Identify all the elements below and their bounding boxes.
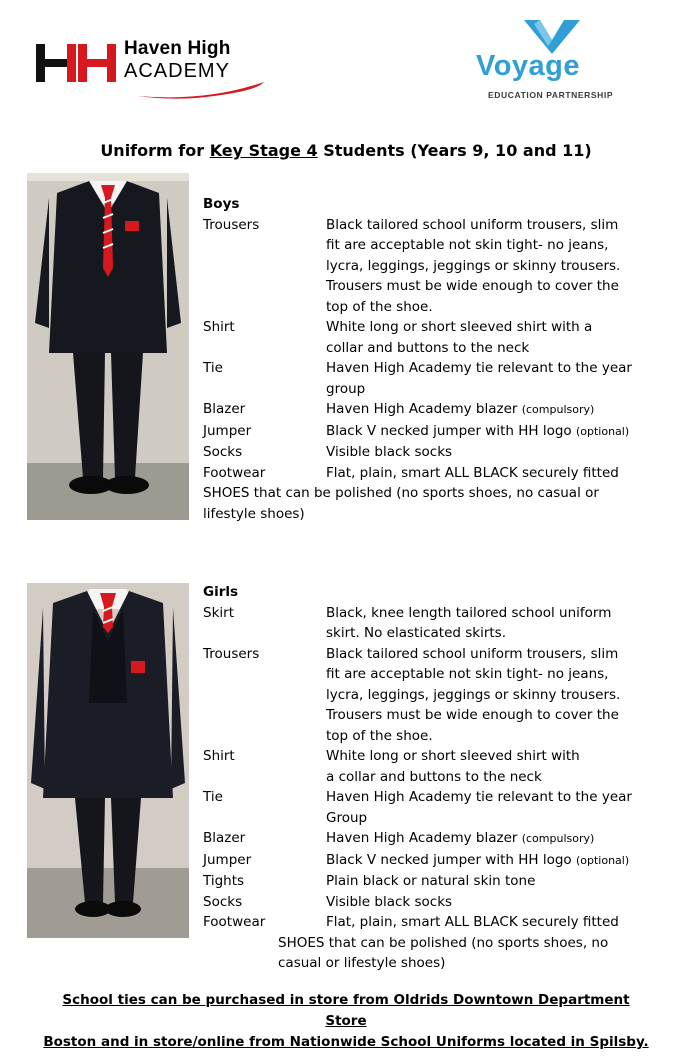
purchase-note-line: Boston and in store/online from Nationwide School Uniforms located in Spilsby.	[43, 1034, 649, 1050]
footwear-continuation: SHOES that can be polished (no sports shoes, no	[278, 934, 609, 951]
girls-tights-row	[203, 871, 663, 892]
item-label: Blazer	[203, 830, 246, 846]
desc-text: Visible black socks	[326, 444, 453, 460]
girls-socks-row	[203, 892, 663, 913]
desc-line: Haven High Academy tie relevant to the year	[326, 360, 632, 376]
girls-trousers-row	[203, 644, 663, 747]
girls-shirt-row	[203, 746, 663, 787]
desc-line: collar and buttons to the neck	[326, 339, 530, 356]
desc-note: (optional)	[575, 853, 630, 867]
boys-section	[203, 194, 663, 524]
desc-line: top of the shoe.	[326, 727, 433, 744]
girls-uniform-photo	[27, 583, 189, 938]
girls-section	[203, 582, 663, 974]
desc-note: (optional)	[575, 424, 630, 438]
footwear-continuation: lifestyle shoes)	[203, 505, 305, 522]
desc-line: Flat, plain, smart ALL BLACK securely fitted	[326, 914, 619, 930]
item-label: Jumper	[203, 422, 252, 439]
item-label: Blazer	[203, 401, 246, 417]
girls-jumper-row	[203, 850, 663, 872]
desc-line: Black, knee length tailored school uniform	[326, 604, 612, 621]
desc-note: (compulsory)	[521, 403, 595, 416]
haven-high-logo	[36, 38, 276, 100]
page-title	[0, 141, 692, 161]
desc-text: Visible black socks	[326, 893, 453, 910]
desc-text: Haven High Academy blazer	[326, 401, 522, 417]
item-label: Shirt	[203, 748, 235, 764]
purchase-note-line: School ties can be purchased in store from Oldrids Downtown Department Store	[62, 992, 630, 1029]
desc-line: Black tailored school uniform trousers, slim	[326, 216, 619, 233]
logo-subtitle: ACADEMY	[124, 60, 230, 82]
logo-swoosh-icon	[136, 68, 276, 102]
desc-line: a collar and buttons to the neck	[326, 768, 542, 785]
girls-skirt-row	[203, 603, 663, 644]
desc-line: fit are acceptable not skin tight- no jeans,	[326, 237, 609, 253]
desc-line: fit are acceptable not skin tight- no jeans,	[326, 666, 609, 682]
item-label: Skirt	[203, 604, 234, 621]
desc-line: White long or short sleeved shirt with a	[326, 319, 593, 335]
item-label: Shirt	[203, 319, 235, 335]
desc-line: top of the shoe.	[326, 298, 433, 315]
desc-line: lycra, leggings, jeggings or skinny trousers.	[326, 686, 621, 703]
desc-line: skirt. No elasticated skirts.	[326, 625, 507, 641]
desc-line: group	[326, 380, 366, 397]
item-label: Trousers	[203, 645, 260, 662]
desc-text: Black V necked jumper with HH logo	[326, 851, 576, 868]
girls-tie-row	[203, 787, 663, 828]
item-label: Tie	[203, 789, 223, 805]
footwear-continuation: casual or lifestyle shoes)	[278, 955, 446, 971]
boys-trousers-row	[203, 215, 663, 318]
boys-shirt-row	[203, 317, 663, 358]
item-label: Socks	[203, 893, 243, 910]
purchase-note	[40, 990, 652, 1053]
girls-blazer-row	[203, 828, 663, 850]
desc-note: (compulsory)	[521, 832, 595, 845]
boys-uniform-photo	[27, 173, 189, 520]
item-label: Socks	[203, 444, 243, 460]
title-key-stage: Key Stage 4	[209, 141, 318, 160]
girls-heading: Girls	[203, 584, 239, 600]
title-prefix: Uniform for	[100, 141, 210, 160]
voyage-logo	[462, 18, 652, 106]
desc-text: Haven High Academy blazer	[326, 830, 522, 846]
boys-jumper-row	[203, 421, 663, 443]
desc-line: Haven High Academy tie relevant to the year	[326, 789, 632, 805]
item-label: Jumper	[203, 851, 252, 868]
title-suffix: Students (Years 9, 10 and 11)	[317, 141, 592, 160]
boys-footwear-row	[203, 463, 663, 484]
voyage-tagline: EDUCATION PARTNERSHIP	[488, 90, 614, 100]
boys-socks-row	[203, 442, 663, 463]
item-label: Trousers	[203, 216, 260, 233]
desc-line: Black tailored school uniform trousers, slim	[326, 645, 619, 662]
girls-footwear-row	[203, 912, 663, 933]
voyage-name: Voyage	[476, 50, 581, 82]
desc-line: Group	[326, 809, 368, 826]
boys-heading: Boys	[203, 196, 240, 212]
desc-line: lycra, leggings, jeggings or skinny trousers.	[326, 257, 621, 274]
item-label: Footwear	[203, 464, 266, 481]
desc-text: Black V necked jumper with HH logo	[326, 422, 576, 439]
desc-line: Flat, plain, smart ALL BLACK securely fitted	[326, 464, 619, 481]
desc-line: Trousers must be wide enough to cover the	[326, 707, 619, 723]
footwear-continuation: SHOES that can be polished (no sports shoes, no casual or	[203, 485, 599, 501]
desc-text: Plain black or natural skin tone	[326, 873, 536, 889]
boys-tie-row	[203, 358, 663, 399]
item-label: Tights	[203, 873, 245, 889]
item-label: Footwear	[203, 914, 266, 930]
desc-line: White long or short sleeved shirt with	[326, 748, 580, 764]
desc-line: Trousers must be wide enough to cover the	[326, 278, 619, 294]
hh-monogram-icon	[36, 42, 118, 86]
logo-title: Haven High	[124, 38, 231, 59]
item-label: Tie	[203, 360, 223, 376]
boys-blazer-row	[203, 399, 663, 421]
